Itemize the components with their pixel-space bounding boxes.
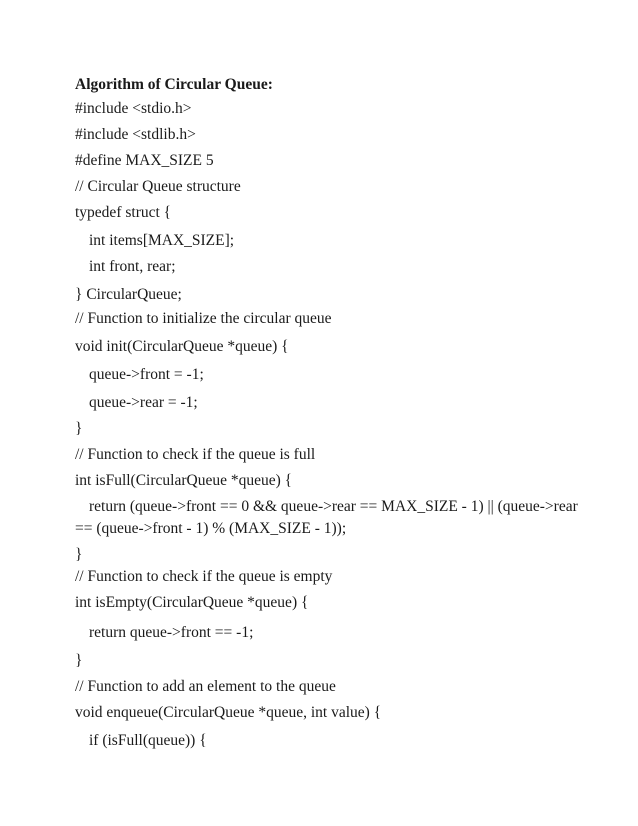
code-comment: // Function to check if the queue is full: [75, 446, 316, 463]
code-line: void init(CircularQueue *queue) {: [75, 338, 289, 355]
code-line: queue->rear = -1;: [89, 394, 198, 411]
code-line: return queue->front == -1;: [89, 624, 254, 641]
code-comment: // Function to add an element to the queue: [75, 678, 336, 695]
code-line: }: [75, 546, 83, 563]
code-line: int items[MAX_SIZE];: [89, 232, 235, 249]
code-line: #include <stdlib.h>: [75, 126, 196, 143]
code-line: } CircularQueue;: [75, 286, 182, 303]
code-line: #include <stdio.h>: [75, 100, 192, 117]
code-line: int isFull(CircularQueue *queue) {: [75, 472, 293, 489]
document-title: Algorithm of Circular Queue:: [75, 76, 273, 93]
code-line: queue->front = -1;: [89, 366, 204, 383]
code-line: == (queue->front - 1) % (MAX_SIZE - 1));: [75, 520, 347, 537]
code-line: typedef struct {: [75, 204, 172, 221]
code-line: #define MAX_SIZE 5: [75, 152, 214, 169]
code-comment: // Circular Queue structure: [75, 178, 241, 195]
code-line: return (queue->front == 0 && queue->rear == MAX_SIZE - 1) || (queue->rear: [89, 498, 578, 515]
code-line: int isEmpty(CircularQueue *queue) {: [75, 594, 309, 611]
code-line: }: [75, 420, 83, 437]
code-comment: // Function to initialize the circular queue: [75, 310, 332, 327]
code-line: }: [75, 652, 83, 669]
code-line: int front, rear;: [89, 258, 176, 275]
code-line: void enqueue(CircularQueue *queue, int value) {: [75, 704, 382, 721]
code-comment: // Function to check if the queue is empty: [75, 568, 333, 585]
code-line: if (isFull(queue)) {: [89, 732, 207, 749]
